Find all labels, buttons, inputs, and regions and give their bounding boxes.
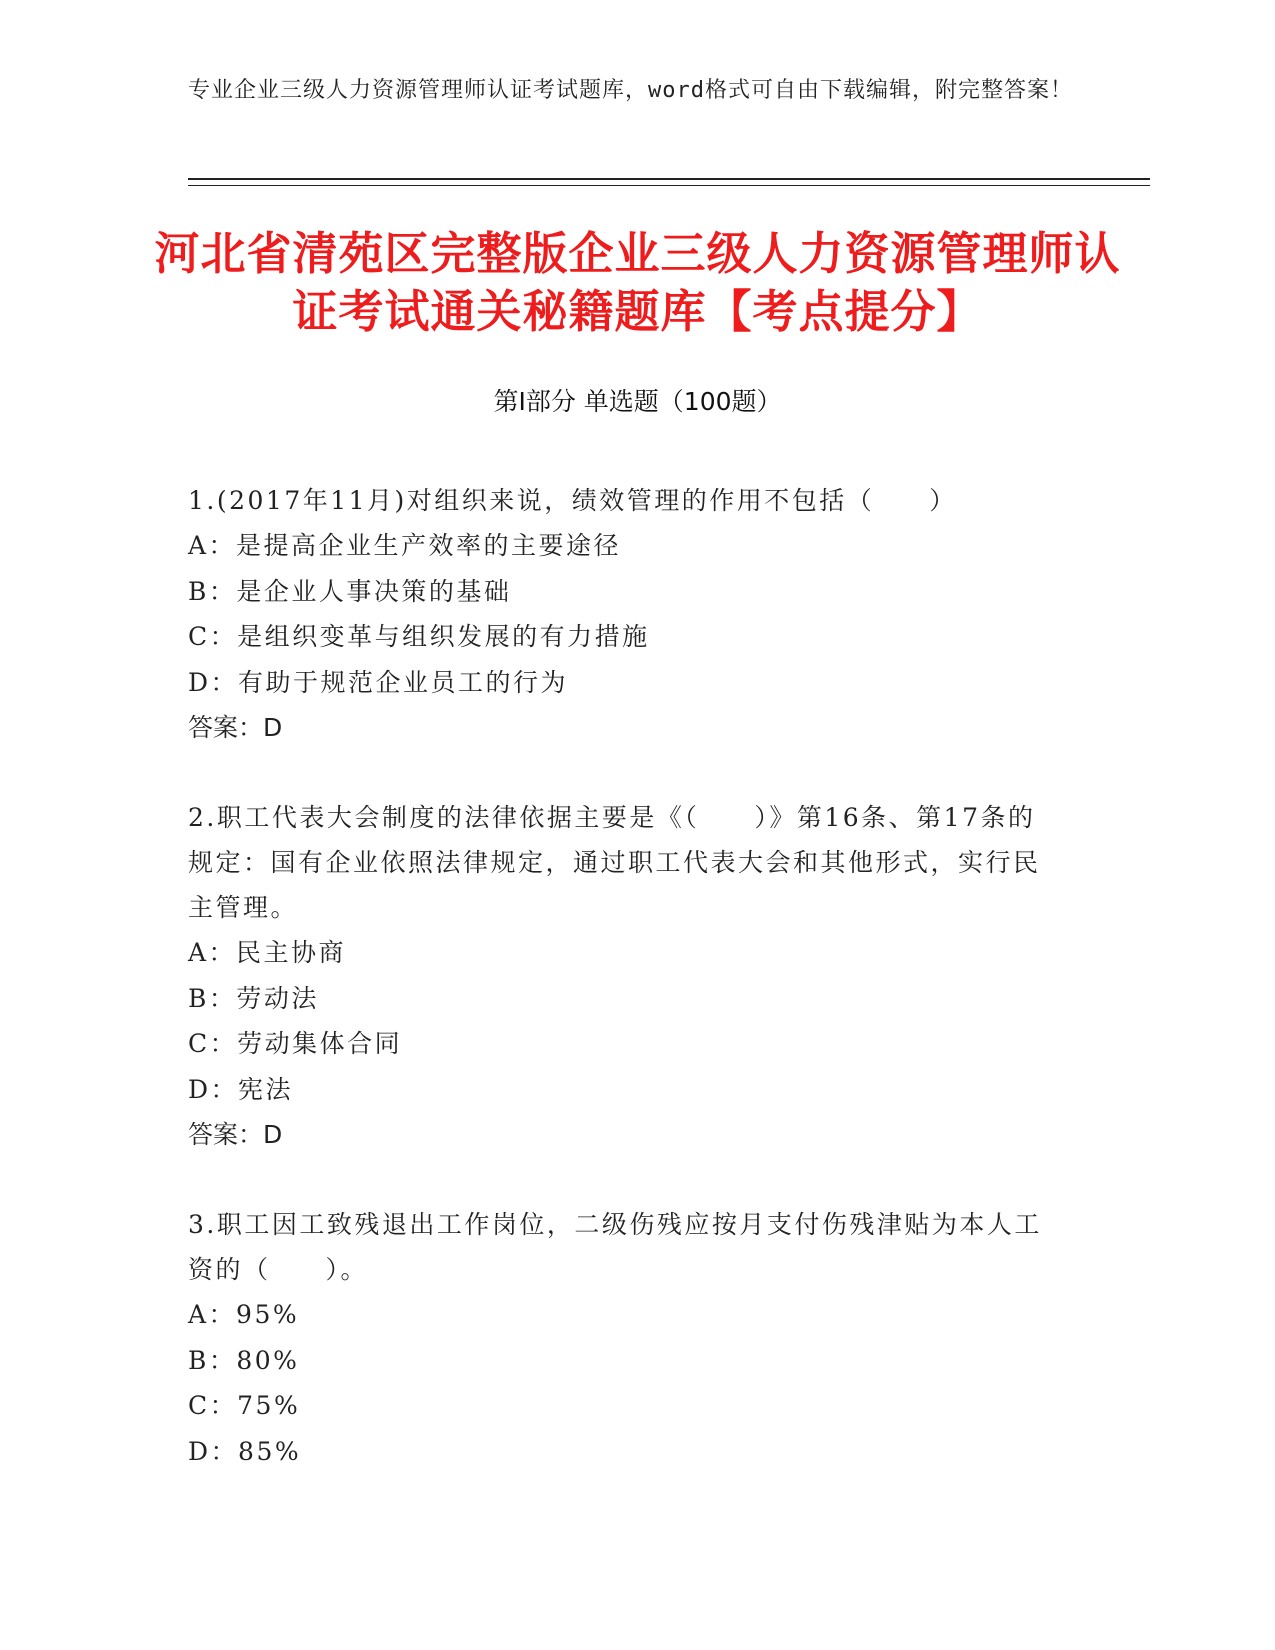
question-stem: 3.职工因工致残退出工作岗位，二级伤残应按月支付伤残津贴为本人工资的（ ）。	[188, 1210, 1042, 1284]
option-a: A：95%	[188, 1300, 300, 1329]
question-1	[188, 478, 1058, 751]
question-2	[188, 795, 1058, 1158]
question-list	[188, 478, 1058, 1518]
question-stem: 2.职工代表大会制度的法律依据主要是《（ ）》第16条、第17条的规定：国有企业依照法律规定，通过职工代表大会和其他形式，实行民主管理。	[188, 803, 1041, 922]
header-divider-thick	[188, 178, 1150, 180]
question-stem: 1.(2017年11月)对组织来说，绩效管理的作用不包括（ ）	[188, 486, 957, 515]
option-d: D：85%	[188, 1436, 302, 1466]
option-c: C：是组织变革与组织发展的有力措施	[188, 622, 650, 651]
answer: 答案：D	[188, 713, 283, 742]
header-divider-thin	[188, 185, 1150, 186]
option-c: C：75%	[188, 1391, 301, 1420]
option-b: B：是企业人事决策的基础	[188, 576, 512, 606]
option-b: B：80%	[188, 1345, 300, 1375]
option-a: A：是提高企业生产效率的主要途径	[188, 531, 622, 560]
option-c: C：劳动集体合同	[188, 1029, 403, 1058]
option-a: A：民主协商	[188, 938, 347, 967]
question-3	[188, 1202, 1058, 1474]
section-title: 第Ⅰ部分 单选题（100题）	[493, 387, 782, 416]
option-d: D：宪法	[188, 1074, 294, 1104]
option-b: B：劳动法	[188, 983, 319, 1013]
answer: 答案：D	[188, 1120, 283, 1149]
document-title: 河北省清苑区完整版企业三级人力资源管理师认证考试通关秘籍题库【考点提分】	[154, 227, 1121, 338]
header-note: 专业企业三级人力资源管理师认证考试题库，word格式可自由下载编辑，附完整答案！	[188, 78, 1073, 103]
option-d: D：有助于规范企业员工的行为	[188, 667, 569, 697]
